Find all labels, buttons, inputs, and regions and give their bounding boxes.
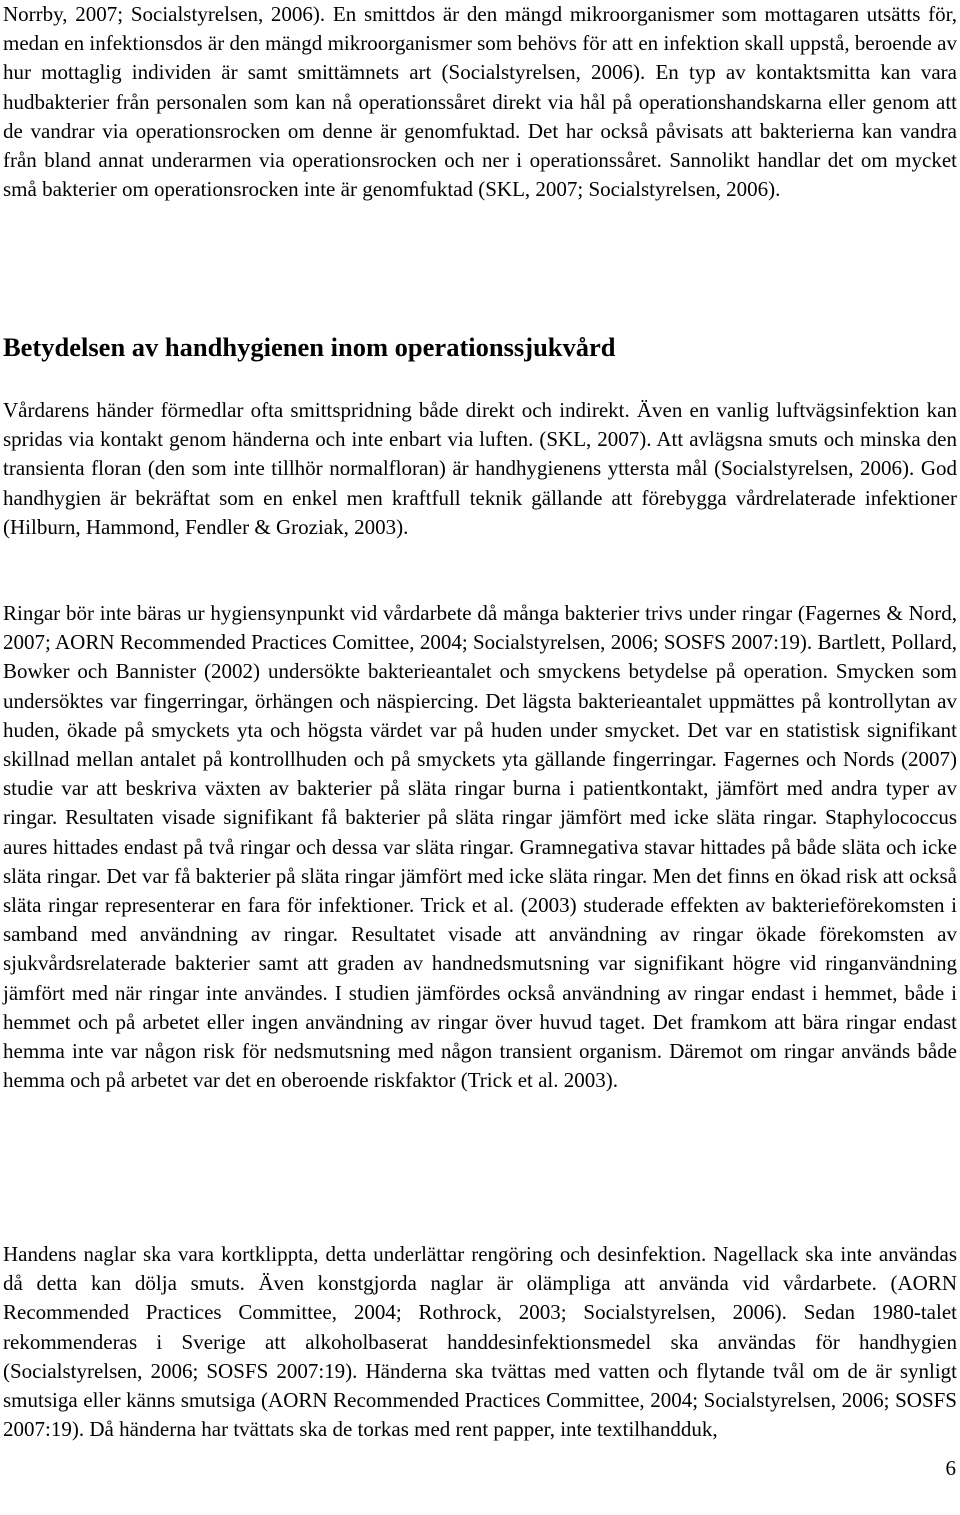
paragraph-hand-hygiene: Vårdarens händer förmedlar ofta smittspridning både direkt och indirekt. Även en vanlig luftvägsinfektion kan spridas via kontakt genom händerna och inte enbart via luften. (SKL, 2007). Att avlägsna smuts och minska den transienta floran (den som inte tillhör normalfloran) är handhygienens yttersta mål (Socialstyrelsen, 2006). God handhygien är bekräftat som en enkel men kraftfull teknik gällande att förebygga vårdrelaterade infektioner (Hilburn, Hammond, Fendler & Groziak, 2003).	[3, 398, 957, 539]
paragraph-nails: Handens naglar ska vara kortklippta, detta underlättar rengöring och desinfektion. Nagellack ska inte användas då detta kan dölja smuts. Även konstgjorda naglar är olämpliga att använda vid vårdarbete. (AORN Recommended Practices Committee, 2004; Rothrock, 2003; Socialstyrelsen, 2006). Sedan 1980-talet rekommenderas i Sverige att alkoholbaserat handdesinfektionsmedel ska användas för handhygien (Socialstyrelsen, 2006; SOSFS 2007:19). Händerna ska tvättas med vatten och flytande tvål om de är synligt smutsiga eller känns smutsiga (AORN Recommended Practices Committee, 2004; Socialstyrelsen, 2006; SOSFS 2007:19). Då händerna har tvättats ska de torkas med rent papper, inte textilhandduk,	[3, 1242, 957, 1442]
section-heading: Betydelsen av handhygienen inom operationssjukvård	[3, 332, 616, 362]
paragraph-rings: Ringar bör inte bäras ur hygiensynpunkt vid vårdarbete då många bakterier trivs under ringar (Fagernes & Nord, 2007; AORN Recommended Practices Comittee, 2004; Socialstyrelsen, 2006; SOSFS 2007:19). Bartlett, Pollard, Bowker och Bannister (2002) undersökte bakterieantalet och smyckens betydelse på operation. Smycken som undersöktes var fingerringar, örhängen och näspiercing. Det lägsta bakterieantalet uppmättes på kontrollytan av huden, ökade på smyckets yta och högsta värdet var på huden under smycket. Det var en statistisk signifikant skillnad mellan antalet på kontrollhuden och på smyckets yta gällande fingerringar. Fagernes och Nords (2007) studie var att beskriva växten av bakterier på släta ringar burna i patientkontakt, jämfört med andra typer av ringar. Resultaten visade signifikant få bakterier på släta ringar jämfört med icke släta ringar. Staphylococcus aures hittades endast på två ringar och dessa var släta ringar. Gramnegativa stavar hittades på både släta och icke släta ringar. Det var få bakterier på släta ringar jämfört med icke släta ringar. Men det finns en ökad risk att också släta ringar representerar en fara för infektioner. Trick et al. (2003) studerade effekten av bakterieförekomsten i samband med användning av ringar. Resultatet visade att användning av ringar ökade förekomsten av sjukvårdsrelaterade bakterier samt att graden av handnedsmutsning var signifikant högre vid ringanvändning jämfört med när ringar inte användes. I studien jämfördes också användning av ringar endast i hemmet, både i hemmet och på arbetet eller ingen användning av ringar över huvud taget. Det framkom att bära ringar endast hemma inte var någon risk för nedsmutsning med någon transient organism. Däremot om ringar används både hemma och på arbetet var det en oberoende riskfaktor (Trick et al. 2003).	[3, 601, 957, 1093]
page-number: 6	[945, 1456, 956, 1480]
paragraph-infection-dose: Norrby, 2007; Socialstyrelsen, 2006). En smittdos är den mängd mikroorganismer som mottagaren utsätts för, medan en infektionsdos är den mängd mikroorganismer som behövs för att en infektion skall uppstå, beroende av hur mottaglig individen är samt smittämnets art (Socialstyrelsen, 2006). En typ av kontaktsmitta kan vara hudbakterier från personalen som kan nå operationssåret direkt via hål på operationshandskarna eller genom att de vandrar via operationsrocken om denne är genomfuktad. Det har också påvisats att bakterierna kan vandra från bland annat underarmen via operationsrocken och ner i operationssåret. Sannolikt handlar det om mycket små bakterier om operationsrocken inte är genomfuktad (SKL, 2007; Socialstyrelsen, 2006).	[3, 2, 957, 202]
